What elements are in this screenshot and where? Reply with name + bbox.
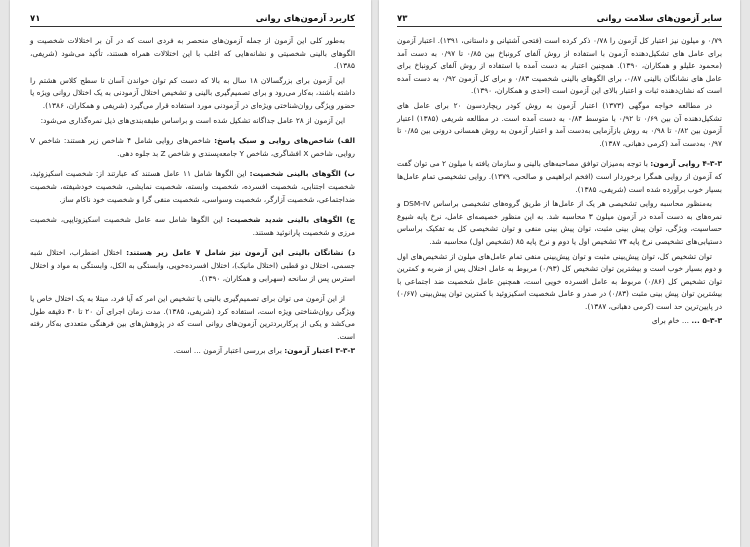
list-item (30, 214, 355, 239)
list-item (30, 247, 355, 285)
page-fade (379, 531, 740, 547)
section-text: برای بررسی اعتبار آزمون ... است. (173, 346, 285, 356)
list-item (30, 135, 355, 160)
paragraph: این آزمون برای بزرگسالان ۱۸ سال به بالا که دست کم توان خواندن آسان تا سطح کلاس هشتم را داشته باشند، به‌کار می‌رود و برای تصمیم‌گیری بالینی و تشخیص اختلال آزمودنی به یک اختلال روانی ویژه یا حضور ویژگی روان‌شناختی ویژه‌ای در آزمودنی مورد استفاده قرار می‌گیرد (شریفی و همکاران، ۱۳۸۶). (30, 75, 355, 110)
right-page-number: ۷۳ (397, 14, 408, 24)
section-heading: ۴-۳-۳ روایی آزمون: (650, 159, 722, 169)
list-item-label: ب) الگوهای بالینی شخصیت: (249, 169, 355, 179)
section-validity (397, 158, 722, 196)
section-heading: ۵-۳-۳ ... (691, 316, 722, 326)
list-item-text: این الگوها شامل سه عامل شخصیت اسکیزوتایپی، شخصیت مرزی و شخصیت پارانوئید هستند. (30, 215, 355, 237)
paragraph: ۰/۷۹ و میلون نیز اعتبار کل آزمون را ۰/۷۸ ذکر کرده است (فتحی آشتیانی و داستانی، ۱۳۹۱). اعتبار آزمون برای عامل های تشکیل‌دهنده آزمون با استفاده از روش آلفای کرونباخ بین ۰/۸۵ تا ۰/۹۷ به دست آمد (محمود علیلو و همکاران، ۱۳۹۰). همچنین اعتبار به دست آمده با استفاده از روش آلفای کرونباخ برای عامل های نشانگان بالینی ۰/۸۷، برای الگوهای بالینی شخصیت ۰/۸۳ و برای کل آزمون ۰/۹۲ به دست آمده است که نشان‌دهنده ثبات و اعتبار بالای این آزمون است (احدی و همکاران، ۱۳۹۰). (397, 36, 723, 96)
section-text: ... خام برای (651, 316, 692, 326)
left-page-body (30, 35, 355, 358)
right-page-header (397, 14, 722, 27)
right-page-body (397, 35, 722, 328)
left-page-header (30, 14, 355, 27)
paragraph: از این آزمون می توان برای تصمیم‌گیری بالینی یا تشخیص این امر که آیا فرد، مبتلا به یک اختلال خاص یا ویژگی روان‌شناختی ویژه است، استفاده کرد (شریفی، ۱۳۸۵). مدت زمان اجرای آن ۲۰ تا ۳۰ دقیقه طول می‌کشد و یکی از پرکاربردترین آزمون‌های روانی است که در پژوهش‌های بین فرهنگی متعددی به‌کار رفته است. (30, 294, 355, 341)
section-heading-cut (397, 315, 722, 328)
list-item-label: الف) شاخص‌های روایی و سبک پاسخ: (214, 136, 355, 146)
list-item-text: اختلال اضطراب، اختلال شبه جسمی، اختلال دو قطبی (اختلال مانیک)، اختلال افسرده‌خویی، وابستگی به الکل، وابستگی به مواد و اختلال استرس پس از سانحه (سهرابی و همکاران، ۱۳۹۰). (30, 248, 355, 283)
paragraph: توان تشخیص کل، توان پیش‌بینی مثبت و توان پیش‌بینی منفی تمام عامل‌های میلون از تشخیص‌های اول و دوم بسیار خوب است و بیشترین توان تشخیص کل (۰/۹۳) مربوط به عامل اختلال پس از ضربه و کمترین توان تشخیص کل (۰/۸۶) مربوط به عامل افسرده خویی است، همچنین عامل شخصیت ضد اجتماعی با بیشترین توان پیش بینی مثبت (۰/۸۳) در صدر و عامل شخصیت اسکیزوئید با کمترین توان پیش‌بینی (۰/۶۷) در پایین‌ترین حد است (کرمی دهبانی، ۱۳۸۷). (397, 251, 723, 311)
right-page (379, 0, 740, 547)
left-running-title: کاربرد آزمون‌های روانی (255, 14, 355, 24)
section-heading-cut (30, 345, 355, 358)
paragraph: به‌طور کلی این آزمون از جمله آزمون‌های منحصر به فردی است که در آن بر اختلالات شخصیت و الگوهای بالینی شخصیتی و نشانه‌هایی که اغلب با این اختلالات همراه هستند، تأکید می‌شود (شریفی، ۱۳۸۵). (30, 36, 355, 71)
paragraph: در مطالعه خواجه موگهی (۱۳۷۳) اعتبار آزمون به روش کودر ریچاردسون ۲۰ برای عامل های تشکیل‌دهنده آن بین ۰/۶۹ تا ۰/۹۲ با متوسط ۰/۸۴ به دست آمده است. در مطالعه شریفی (۱۳۸۵) اعتبار آزمون بین ۰/۸۲ تا ۰/۹۸ به روش بازآزمایی به‌دست آمد و اعتبار آزمون به روش همسانی درونی بین ۰/۸۵ تا ۰/۹۷ به‌دست آمد (کرمی دهبانی، ۱۳۸۷). (397, 100, 722, 148)
paragraph: به‌منظور محاسبه روایی تشخیصی هر یک از عامل‌ها از طریق گروه‌های تشخیصی براساس DSM-IV و نمره‌های به دست آمده در آزمون میلون ۳ محاسبه شد. به این منظور خصیصه‌ای عامل، نرخ پایه شیوع حساسیت، ویژگی، توان پیش بینی مثبت، توان پیش بینی منفی و توان تشخیصی کل به تفکیک براساس دستیابی‌های تشخیصی نرخ پایه ۷۴ تشخیص اول یا دوم و نرخ پایه ۸۵ (تشخیص اول) محاسبه شد. (397, 199, 722, 246)
left-page-number: ۷۱ (30, 14, 41, 24)
list-item-label: د) نشانگان بالینی این آزمون نیز شامل ۷ عامل زیر هستند: (126, 248, 355, 258)
left-page (10, 0, 371, 547)
section-text: با توجه به‌میزان توافق مصاحبه‌های بالینی و سازمان یافته با میلون ۲ می توان گفت که آزمون از روایی همگرا برخوردار است (افخم ابراهیمی و صالحی، ۱۳۷۹). روایی تشخیصی تمام عامل‌ها بسیار خوب برآورده شده است (شریفی، ۱۳۸۵). (397, 159, 722, 194)
section-heading: ۳-۳-۳ اعتبار آزمون: (284, 346, 355, 356)
page-fade (10, 531, 371, 547)
list-item (30, 168, 355, 206)
right-running-title: سایر آزمون‌های سلامت روانی (596, 14, 722, 24)
paragraph: این آزمون از ۲۸ عامل جداگانه تشکیل شده است و براساس طبقه‌بندی‌های ذیل نمره‌گذاری می‌شود: (40, 115, 345, 125)
list-item-label: ج) الگوهای بالینی شدید شخصیت: (226, 215, 356, 225)
list-item-text: این الگوها شامل ۱۱ عامل هستند که عبارتند از: شخصیت اسکیزوئید، شخصیت اجتنابی، شخصیت افسرده، شخصیت وابسته، شخصیت نمایشی، شخصیت خودشیفته، شخصیت ضداجتماعی، شخصیت آزارگر، شخصیت وسواسی، شخصیت منفی گرا و شخصیت خود ناکام ساز. (30, 169, 355, 204)
list-item-text: شاخص‌های روایی شامل ۴ شاخص زیر هستند: شاخص V روایی، شاخص X افشاگری، شاخص Y جامعه‌پسندی و شاخص Z بد جلوه دهی. (30, 136, 355, 158)
